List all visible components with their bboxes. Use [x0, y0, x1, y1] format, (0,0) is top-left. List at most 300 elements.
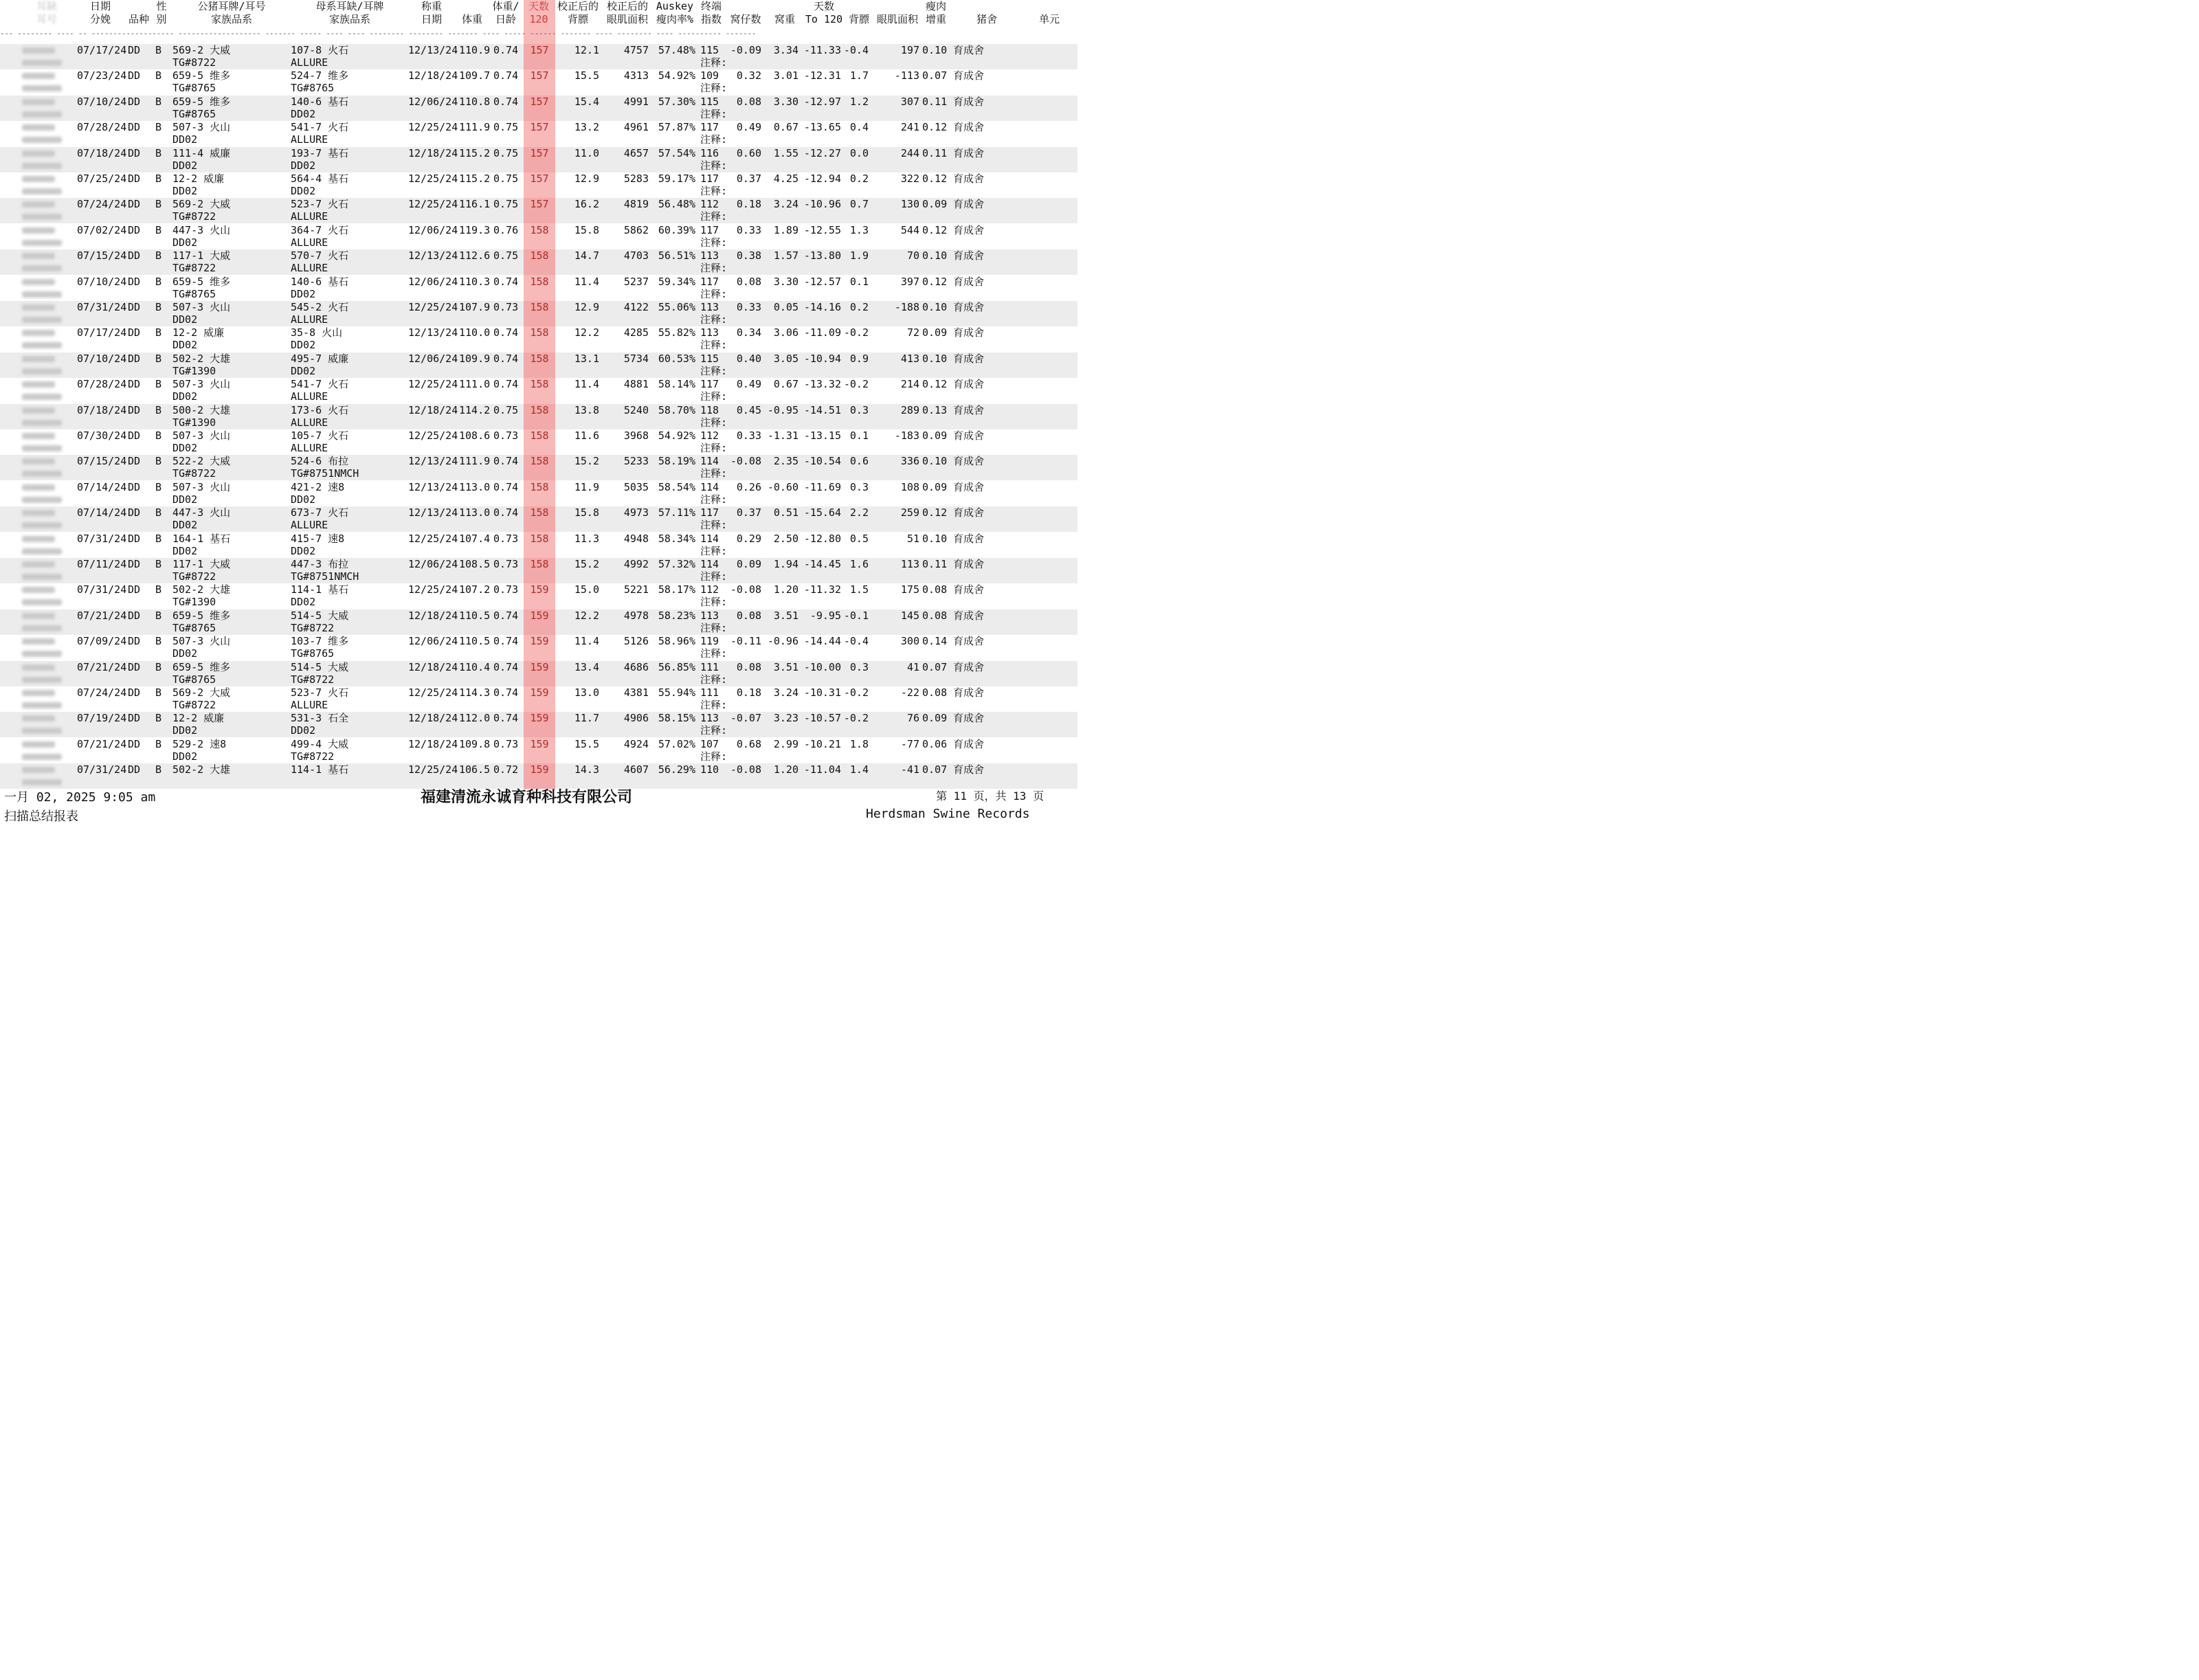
cell-d120: 158	[530, 301, 549, 313]
cell-sire: 117-1 大威	[172, 558, 231, 570]
cell-idx: 113	[700, 712, 719, 725]
cell-breed: DD	[128, 635, 141, 648]
cell-dam: 570-7 火石	[291, 249, 349, 262]
cell-sire-line: TG#8765	[172, 621, 216, 634]
cell-idx: 114	[700, 480, 719, 493]
cell-lea: 259	[900, 506, 919, 519]
cell-bf-adj: 15.0	[574, 583, 599, 596]
sire-header-line1: 公猪耳牌/耳号	[197, 0, 266, 12]
cell-bf-adj: 11.9	[574, 480, 599, 493]
cell-date: 07/21/24	[77, 737, 127, 750]
cell-lea-adj: 5233	[623, 455, 649, 468]
cell-sire-line: TG#8765	[172, 82, 216, 95]
cell-wdate: 12/13/24	[408, 480, 458, 493]
table-row	[0, 326, 1078, 352]
cell-d120: 159	[530, 763, 549, 776]
cell-idx: 110	[700, 763, 719, 776]
cell-lea-adj: 4122	[623, 301, 649, 313]
cell-wt: 111.9	[459, 121, 491, 134]
blurred-ear-tag	[22, 741, 55, 748]
cell-bf-adj: 12.1	[574, 44, 599, 56]
blurred-ear-notch	[22, 188, 62, 194]
cell-adg: 0.75	[493, 403, 519, 416]
cell-lea-adj: 5734	[623, 352, 649, 365]
cell-wdate: 12/06/24	[408, 95, 458, 108]
table-row	[0, 661, 1078, 686]
cell-litter: 0.49	[736, 121, 761, 134]
cell-bf-adj: 15.5	[574, 69, 599, 82]
cell-date: 07/28/24	[77, 378, 127, 391]
cell-lg: 0.11	[922, 95, 948, 108]
cell-wt: 110.3	[459, 275, 491, 288]
unit-header: 单元	[1038, 13, 1060, 25]
cell-wt: 115.2	[459, 172, 491, 185]
cell-bf-adj: 11.4	[574, 275, 599, 288]
cell-to120: -12.94	[803, 172, 841, 185]
cell-wt: 109.7	[459, 69, 491, 82]
cell-idx: 118	[700, 403, 719, 416]
cell-adg: 0.76	[493, 223, 519, 236]
cell-lean: 56.29%	[658, 763, 695, 776]
blurred-ear-notch	[22, 111, 62, 117]
cell-dam-line: TG#8722	[291, 673, 335, 686]
cell-wt: 108.5	[459, 558, 491, 570]
cell-dam-line: ALLURE	[291, 210, 328, 223]
cell-d120: 158	[530, 275, 549, 288]
cell-lea-adj: 4948	[623, 532, 649, 545]
blurred-ear-notch	[22, 677, 62, 683]
to120-header-line1: 天数	[813, 0, 834, 12]
cell-bf: 0.0	[849, 146, 869, 159]
table-row	[0, 738, 1078, 763]
cell-sire-line: TG#8722	[172, 56, 216, 69]
blurred-ear-notch	[22, 342, 62, 348]
cell-dam-line: TG#8722	[291, 750, 335, 763]
cell-dam-line: DD02	[291, 159, 316, 172]
cell-adg: 0.72	[493, 763, 519, 776]
cell-d120: 157	[530, 172, 549, 185]
cell-date: 07/23/24	[77, 69, 127, 82]
cell-lean: 58.54%	[658, 480, 695, 493]
cell-date: 07/25/24	[77, 172, 127, 185]
cell-breed: DD	[128, 583, 141, 596]
cell-wdate: 12/06/24	[408, 558, 458, 570]
cell-sex: B	[155, 763, 162, 776]
cell-litter: 0.34	[736, 326, 761, 339]
cell-idx: 119	[700, 635, 719, 648]
cell-sire: 500-2 大雄	[172, 403, 231, 416]
blurred-ear-notch	[22, 599, 62, 605]
blurred-ear-tag	[22, 279, 55, 285]
cell-bf-adj: 15.5	[574, 737, 599, 750]
cell-adg: 0.73	[493, 737, 519, 750]
cell-lean: 58.96%	[658, 635, 695, 648]
cell-bf: -0.4	[843, 44, 869, 56]
print-datetime: 一月 02, 2025 9:05 am	[4, 790, 156, 805]
cell-lwt: 0.05	[773, 301, 799, 313]
cell-sex: B	[155, 378, 162, 391]
cell-house: 育成舍	[953, 198, 985, 211]
cell-dam: 140-6 基石	[291, 95, 349, 108]
cell-date: 07/28/24	[77, 121, 127, 134]
table-row	[0, 121, 1078, 146]
cell-date: 07/31/24	[77, 583, 127, 596]
cell-bf: 0.9	[849, 352, 869, 365]
cell-lea-adj: 4657	[623, 146, 649, 159]
cell-idx: 113	[700, 301, 719, 313]
cell-bf: -0.4	[843, 635, 869, 648]
cell-sex: B	[155, 301, 162, 313]
cell-date: 07/10/24	[77, 352, 127, 365]
cell-lwt: 3.01	[773, 69, 799, 82]
to120-header	[803, 0, 845, 26]
cell-sire-line: DD02	[172, 133, 198, 146]
cell-lea: 241	[900, 121, 919, 134]
date-header	[81, 0, 120, 26]
cell-wt: 107.4	[459, 532, 491, 545]
cell-idx: 113	[700, 609, 719, 622]
cell-lea: 214	[900, 378, 919, 391]
cell-breed: DD	[128, 403, 141, 416]
cell-lea: 289	[900, 403, 919, 416]
cell-adg: 0.74	[493, 686, 519, 699]
page-indicator: 第 11 页，共 13 页	[936, 789, 1045, 803]
cell-d120: 158	[530, 403, 549, 416]
cell-wt: 108.6	[459, 429, 491, 442]
blurred-ear-tag	[22, 458, 55, 464]
cell-lwt: 3.24	[773, 686, 799, 699]
cell-idx: 112	[700, 198, 719, 211]
cell-wdate: 12/13/24	[408, 249, 458, 262]
cell-dam: 673-7 火石	[291, 506, 349, 519]
cell-dam: 447-3 布拉	[291, 558, 349, 570]
cell-house: 育成舍	[953, 763, 985, 776]
cell-lea: -22	[900, 686, 919, 699]
cell-idx: 117	[700, 172, 719, 185]
cell-sex: B	[155, 352, 162, 365]
cell-sire-line: DD02	[172, 390, 198, 403]
cell-sex: B	[155, 506, 162, 519]
note-label: 注释:	[700, 442, 728, 454]
note-label: 注释:	[700, 133, 728, 146]
cell-bf: 1.4	[849, 763, 869, 776]
bf-adj-header-line1: 校正后的	[557, 0, 599, 12]
table-row	[0, 69, 1078, 95]
ear-header-line2: 耳号	[36, 13, 57, 25]
cell-wt: 113.0	[459, 506, 491, 519]
cell-lea: 544	[900, 223, 919, 236]
cell-dam: 105-7 火石	[291, 429, 349, 442]
cell-wdate: 12/06/24	[408, 635, 458, 648]
cell-sire: 164-1 基石	[172, 532, 231, 545]
blurred-ear-notch	[22, 574, 62, 580]
cell-dam-line: ALLURE	[291, 236, 328, 249]
cell-house: 育成舍	[953, 635, 985, 648]
cell-bf-adj: 13.0	[574, 686, 599, 699]
cell-lea-adj: 4381	[623, 686, 649, 699]
cell-bf-adj: 11.4	[574, 378, 599, 391]
cell-lea: 244	[900, 146, 919, 159]
cell-sire: 659-5 维多	[172, 609, 231, 622]
cell-litter: 0.08	[736, 95, 761, 108]
table-row	[0, 558, 1078, 583]
cell-d120: 158	[530, 532, 549, 545]
note-label: 注释:	[700, 673, 728, 686]
cell-dam-line: TG#8751NMCH	[291, 467, 359, 480]
breed-header: 品种	[128, 13, 149, 25]
cell-lea-adj: 4961	[623, 121, 649, 134]
cell-adg: 0.74	[493, 609, 519, 622]
cell-date: 07/11/24	[77, 558, 127, 570]
cell-lean: 60.39%	[658, 223, 695, 236]
cell-to120: -11.04	[803, 763, 841, 776]
cell-date: 07/15/24	[77, 249, 127, 262]
cell-wt: 109.8	[459, 737, 491, 750]
cell-wt: 110.0	[459, 326, 491, 339]
note-label: 注释:	[700, 493, 728, 506]
cell-lea-adj: 5237	[623, 275, 649, 288]
cell-idx: 111	[700, 660, 719, 673]
cell-breed: DD	[128, 378, 141, 391]
blurred-ear-tag	[22, 47, 55, 54]
cell-sire: 502-2 大雄	[172, 763, 231, 776]
cell-sire: 447-3 火山	[172, 223, 231, 236]
cell-dam: 140-6 基石	[291, 275, 349, 288]
cell-lwt: 3.06	[773, 326, 799, 339]
cell-sire-line: DD02	[172, 647, 198, 660]
cell-to120: -12.27	[803, 146, 841, 159]
date-header-line1: 日期	[89, 0, 111, 12]
cell-lwt: -1.31	[767, 429, 799, 442]
cell-dam-line: ALLURE	[291, 416, 328, 429]
note-label: 注释:	[700, 364, 728, 377]
cell-wt: 112.0	[459, 712, 491, 725]
cell-to120: -14.44	[803, 635, 841, 648]
blurred-ear-notch	[22, 85, 62, 91]
note-label: 注释:	[700, 287, 728, 300]
cell-dam: 364-7 火石	[291, 223, 349, 236]
cell-sire-line: DD02	[172, 750, 198, 763]
note-label: 注释:	[700, 750, 728, 763]
cell-sire-line: DD02	[172, 724, 198, 737]
cell-litter: 0.09	[736, 558, 761, 570]
cell-wdate: 12/18/24	[408, 609, 458, 622]
cell-lea: 51	[906, 532, 919, 545]
cell-adg: 0.74	[493, 352, 519, 365]
cell-sex: B	[155, 480, 162, 493]
cell-lwt: 3.30	[773, 95, 799, 108]
cell-wdate: 12/25/24	[408, 198, 458, 211]
cell-to120: -14.45	[803, 558, 841, 570]
index-header-line2: 指数	[700, 13, 722, 25]
cell-lg: 0.13	[922, 403, 948, 416]
cell-sire-line: TG#8722	[172, 210, 216, 223]
cell-dam: 523-7 火石	[291, 686, 349, 699]
sex-header-line2: 别	[156, 13, 167, 25]
cell-bf: 1.2	[849, 95, 869, 108]
cell-lea-adj: 4881	[623, 378, 649, 391]
cell-sex: B	[155, 532, 162, 545]
cell-sire: 659-5 维多	[172, 660, 231, 673]
cell-to120: -13.32	[803, 378, 841, 391]
cell-lea-adj: 4906	[623, 712, 649, 725]
cell-sire: 569-2 大威	[172, 198, 231, 211]
cell-litter: 0.32	[736, 69, 761, 82]
cell-lg: 0.08	[922, 583, 948, 596]
lea-adj-header	[603, 0, 651, 26]
lea-header: 眼肌面积	[876, 13, 918, 25]
cell-adg: 0.73	[493, 583, 519, 596]
table-row	[0, 378, 1078, 403]
cell-date: 07/30/24	[77, 429, 127, 442]
cell-sire: 507-3 火山	[172, 121, 231, 134]
cell-litter: -0.09	[730, 44, 761, 56]
cell-lea-adj: 5221	[623, 583, 649, 596]
cell-lean: 59.17%	[658, 172, 695, 185]
blurred-ear-tag	[22, 587, 55, 593]
blurred-ear-tag	[22, 690, 55, 696]
cell-to120: -14.51	[803, 403, 841, 416]
cell-lea: 41	[906, 660, 919, 673]
sire-header-line2: 家族品系	[210, 13, 252, 25]
cell-sex: B	[155, 712, 162, 725]
cell-sex: B	[155, 558, 162, 570]
cell-date: 07/21/24	[77, 609, 127, 622]
blurred-ear-notch	[22, 163, 62, 169]
table-row	[0, 583, 1078, 609]
cell-lea-adj: 4703	[623, 249, 649, 262]
cell-house: 育成舍	[953, 506, 985, 519]
cell-dam-line: DD02	[291, 287, 316, 300]
cell-lea-adj: 4607	[623, 763, 649, 776]
cell-lea-adj: 3968	[623, 429, 649, 442]
blurred-ear-notch	[22, 291, 62, 298]
cell-lg: 0.09	[922, 326, 948, 339]
cell-wdate: 12/25/24	[408, 301, 458, 313]
bf-adj-header	[554, 0, 602, 26]
cell-idx: 109	[700, 69, 719, 82]
litter-header: 窝仔数	[730, 13, 761, 25]
table-row	[0, 712, 1078, 737]
cell-date: 07/18/24	[77, 403, 127, 416]
cell-d120: 159	[530, 609, 549, 622]
cell-lea: 322	[900, 172, 919, 185]
note-label: 注释:	[700, 596, 728, 609]
cell-date: 07/18/24	[77, 146, 127, 159]
cell-sex: B	[155, 223, 162, 236]
cell-bf-adj: 12.2	[574, 326, 599, 339]
cell-d120: 157	[530, 95, 549, 108]
cell-d120: 158	[530, 352, 549, 365]
cell-lg: 0.09	[922, 198, 948, 211]
table-row	[0, 249, 1078, 275]
cell-lean: 57.87%	[658, 121, 695, 134]
cell-lwt: 3.24	[773, 198, 799, 211]
blurred-ear-tag	[22, 638, 55, 645]
cell-sire-line: TG#8765	[172, 287, 216, 300]
cell-lean: 57.32%	[658, 558, 695, 570]
cell-breed: DD	[128, 352, 141, 365]
blurred-ear-tag	[22, 536, 55, 542]
blurred-ear-tag	[22, 227, 55, 234]
blurred-ear-tag	[22, 433, 55, 439]
cell-sire-line: TG#1390	[172, 596, 216, 609]
cell-to120: -10.94	[803, 352, 841, 365]
cell-lwt: 1.20	[773, 763, 799, 776]
cell-wt: 110.5	[459, 609, 491, 622]
cell-d120: 159	[530, 686, 549, 699]
cell-wdate: 12/25/24	[408, 121, 458, 134]
cell-sire: 507-3 火山	[172, 429, 231, 442]
blurred-ear-tag	[22, 124, 55, 131]
cell-date: 07/21/24	[77, 660, 127, 673]
cell-idx: 117	[700, 378, 719, 391]
cell-house: 育成舍	[953, 403, 985, 416]
cell-wt: 111.9	[459, 455, 491, 468]
cell-wt: 111.0	[459, 378, 491, 391]
cell-breed: DD	[128, 480, 141, 493]
cell-litter: -0.11	[730, 635, 761, 648]
cell-d120: 159	[530, 635, 549, 648]
cell-lg: 0.09	[922, 480, 948, 493]
cell-lwt: 3.23	[773, 712, 799, 725]
cell-house: 育成舍	[953, 275, 985, 288]
cell-house: 育成舍	[953, 480, 985, 493]
cell-lwt: 4.25	[773, 172, 799, 185]
cell-dam: 495-7 威廉	[291, 352, 349, 365]
cell-lean: 58.14%	[658, 378, 695, 391]
cell-wdate: 12/06/24	[408, 223, 458, 236]
cell-wt: 106.5	[459, 763, 491, 776]
cell-sire-line: TG#8765	[172, 673, 216, 686]
note-label: 注释:	[700, 467, 728, 480]
cell-wdate: 12/18/24	[408, 712, 458, 725]
cell-to120: -13.80	[803, 249, 841, 262]
cell-d120: 157	[530, 121, 549, 134]
cell-wt: 116.1	[459, 198, 491, 211]
cell-lean: 54.92%	[658, 69, 695, 82]
cell-dam: 514-5 大威	[291, 609, 349, 622]
cell-lea: 76	[906, 712, 919, 725]
cell-d120: 157	[530, 44, 549, 56]
sire-header	[180, 0, 283, 26]
cell-wt: 114.2	[459, 403, 491, 416]
cell-sire: 659-5 维多	[172, 95, 231, 108]
cell-litter: -0.08	[730, 455, 761, 468]
note-label: 注释:	[700, 210, 728, 223]
cell-bf: 0.2	[849, 301, 869, 313]
cell-adg: 0.74	[493, 95, 519, 108]
page-footer	[0, 782, 1078, 825]
cell-adg: 0.73	[493, 558, 519, 570]
cell-idx: 112	[700, 429, 719, 442]
cell-lwt: 3.30	[773, 275, 799, 288]
cell-lean: 58.23%	[658, 609, 695, 622]
cell-idx: 114	[700, 455, 719, 468]
cell-litter: 0.45	[736, 403, 761, 416]
note-label: 注释:	[700, 390, 728, 403]
lean-header	[653, 0, 697, 26]
blurred-ear-tag	[22, 176, 55, 182]
cell-lg: 0.07	[922, 69, 948, 82]
cell-idx: 117	[700, 275, 719, 288]
cell-bf-adj: 13.1	[574, 352, 599, 365]
cell-wt: 110.8	[459, 95, 491, 108]
cell-litter: 0.38	[736, 249, 761, 262]
cell-lwt: 0.67	[773, 121, 799, 134]
cell-house: 育成舍	[953, 121, 985, 134]
blurred-ear-notch	[22, 522, 62, 528]
